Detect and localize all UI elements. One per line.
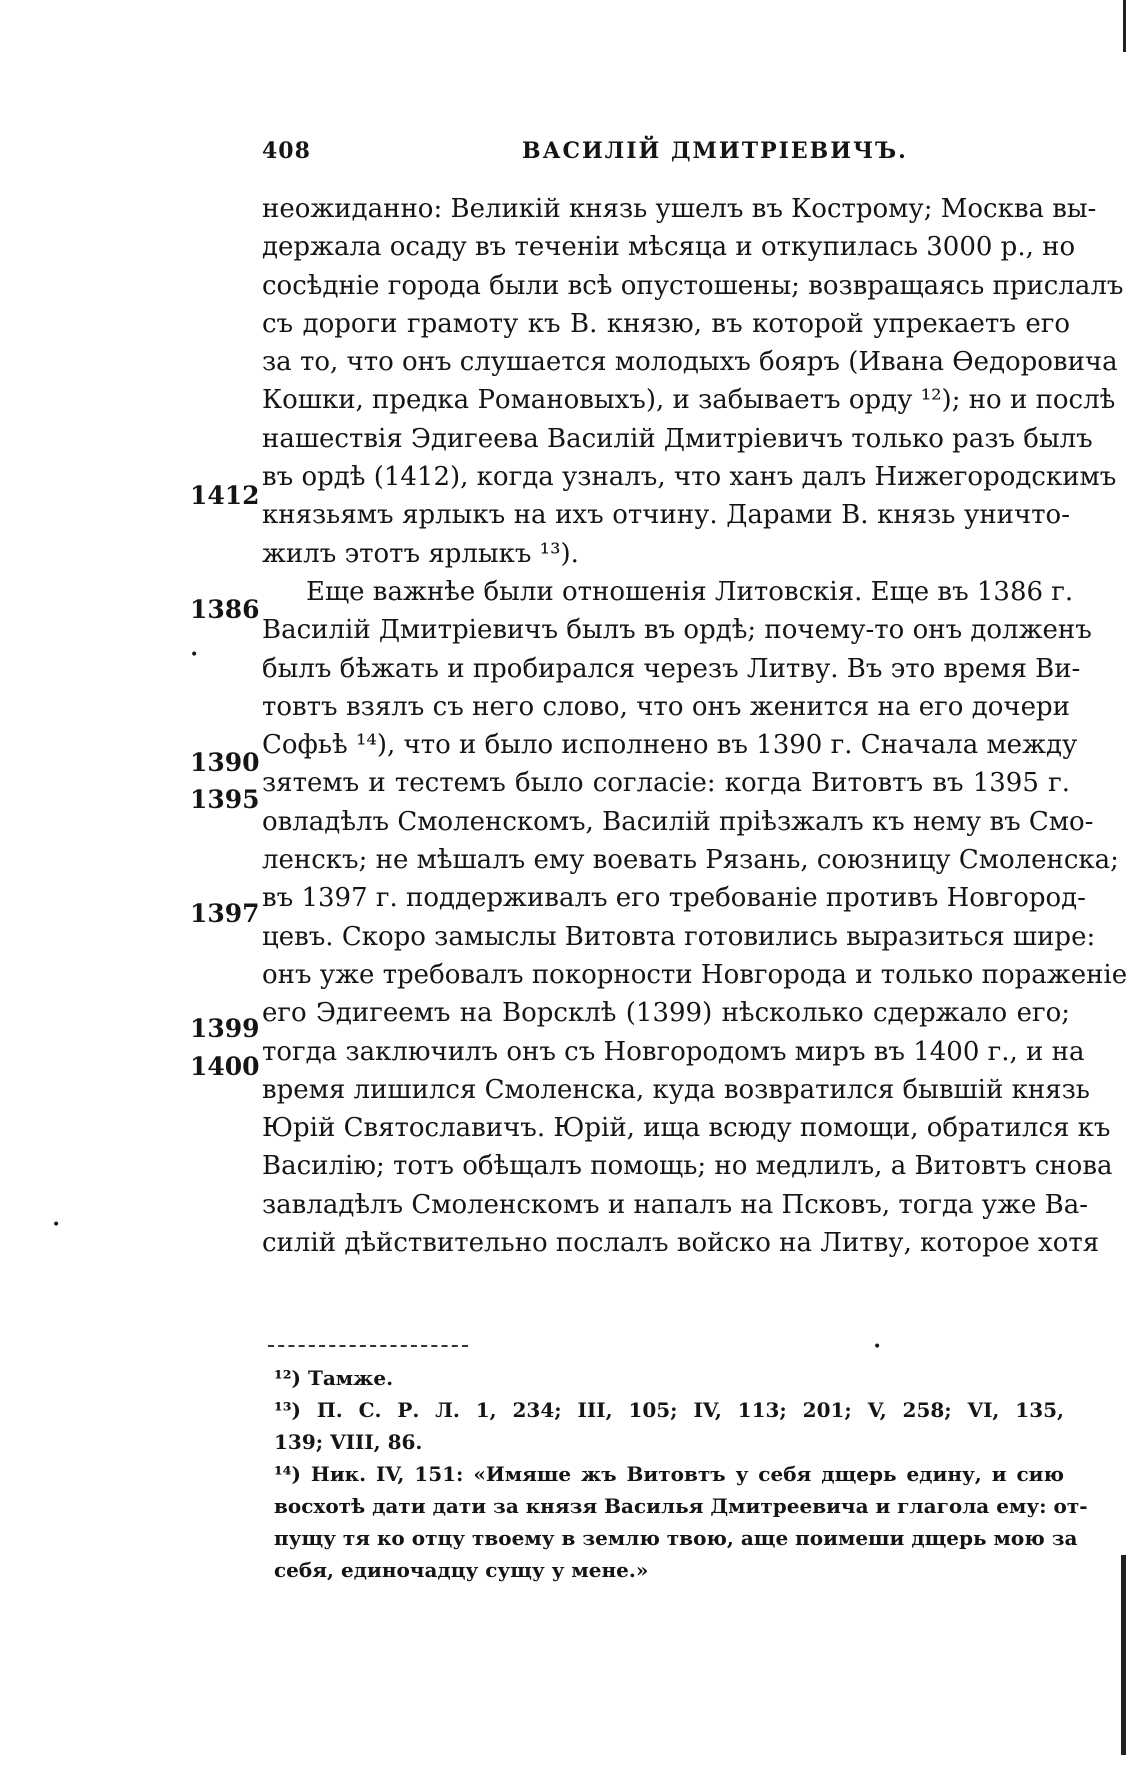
speck-mark: • [190,647,199,663]
footnote-separator [268,1345,468,1347]
text-line: Кошки, предка Романовыхъ), и забываетъ орду ¹²); но и послѣ [262,385,1116,416]
chapter-title: ВАСИЛІЙ ДМИТРІЕВИЧЪ. [522,138,908,164]
text-line: князьямъ ярлыкъ на ихъ отчину. Дарами В. князь уничто- [262,500,1070,531]
text-line: тогда заключилъ онъ съ Новгородомъ миръ въ 1400 г., и на [262,1036,1085,1067]
text-line: товтъ взялъ съ него слово, что онъ женится на его дочери [262,691,1070,722]
text-line: въ ордѣ (1412), когда узналъ, что ханъ далъ Нижегородскимъ [262,462,1117,493]
speck-mark: • [52,1217,61,1233]
text-line: былъ бѣжать и пробирался черезъ Литву. Въ это время Ви- [262,653,1081,684]
footnote-line: ¹²) Тамже. [274,1366,394,1390]
footnote-line: ¹³) П. С. Р. Л. 1, 234; III, 105; IV, 113; 201; V, 258; VI, 135, [274,1398,1064,1422]
page-number: 408 [262,138,311,164]
text-line: Юрій Святославичъ. Юрій, ища всюду помощи, обратился къ [262,1113,1111,1144]
text-line: нашествія Эдигеева Василій Дмитріевичъ только разъ былъ [262,423,1093,454]
speck-mark: • [873,1339,882,1355]
text-line: ленскъ; не мѣшалъ ему воевать Рязань, союзницу Смоленска; [262,845,1119,876]
text-line: Василію; тотъ обѣщалъ помощь; но медлилъ, а Витовтъ снова [262,1151,1113,1182]
text-line: жилъ этотъ ярлыкъ ¹³). [262,538,579,569]
text-line: Софьѣ ¹⁴), что и было исполнено въ 1390 г. Сначала между [262,730,1078,761]
running-head [262,138,1002,178]
margin-year-1400: 1400 [190,1052,260,1081]
footnote-line: восхотѣ дати дати за князя Василья Дмитреевича и глагола ему: от- [274,1494,1088,1518]
text-line: за то, что онъ слушается молодыхъ бояръ (Ивана Ѳедоровича [262,347,1118,378]
text-line: Василій Дмитріевичъ былъ въ ордѣ; почему-то онъ долженъ [262,615,1092,646]
text-line: цевъ. Скоро замыслы Витовта готовились выразиться шире: [262,921,1096,952]
margin-year-1395: 1395 [190,785,260,814]
text-line: время лишился Смоленска, куда возвратился бывшій князь [262,1074,1090,1105]
text-line: держала осаду въ теченіи мѣсяца и откупилась 3000 р., но [262,232,1076,263]
footnote-line: ¹⁴) Ник. IV, 151: «Имяше жъ Витовтъ у себя дщерь едину, и сию [274,1462,1064,1486]
body-text [262,190,1128,1262]
text-line: овладѣлъ Смоленскомъ, Василій пріѣзжалъ къ нему въ Смо- [262,806,1094,837]
footnotes [274,1362,1088,1586]
text-line: завладѣлъ Смоленскомъ и напалъ на Псковъ, тогда уже Ва- [262,1189,1089,1220]
margin-year-1412: 1412 [190,481,260,510]
margin-year-1397: 1397 [190,899,260,928]
text-line: неожиданно: Великій князь ушелъ въ Кострому; Москва вы- [262,194,1097,224]
margin-year-1399: 1399 [190,1014,260,1043]
page-edge-line-top [1123,0,1126,52]
footnote-line: пущу тя ко отцу твоему в землю твою, аще поимеши дщерь мою за [274,1526,1078,1550]
text-line: онъ уже требовалъ покорности Новгорода и только пораженіе [262,959,1128,990]
text-line: его Эдигеемъ на Ворсклѣ (1399) нѣсколько сдержало его; [262,998,1070,1029]
text-line: зятемъ и тестемъ было согласіе: когда Витовтъ въ 1395 г. [262,768,1070,799]
text-line: Еще важнѣе были отношенія Литовскія. Еще въ 1386 г. [306,576,1074,607]
footnote-line: себя, единочадцу сущу у мене.» [274,1558,649,1582]
margin-year-1386: 1386 [190,595,260,624]
text-line: силій дѣйствительно послалъ войско на Литву, которое хотя [262,1228,1100,1259]
text-line: съ дороги грамоту къ В. князю, въ которой упрекаетъ его [262,308,1070,339]
page-edge-line-bottom [1121,1555,1126,1755]
text-line: въ 1397 г. поддерживалъ его требованіе противъ Новгород- [262,883,1086,914]
margin-year-1390: 1390 [190,748,260,777]
footnote-line: 139; VIII, 86. [274,1430,423,1454]
text-line: сосѣдніе города были всѣ опустошены; возвращаясь прислалъ [262,270,1124,301]
